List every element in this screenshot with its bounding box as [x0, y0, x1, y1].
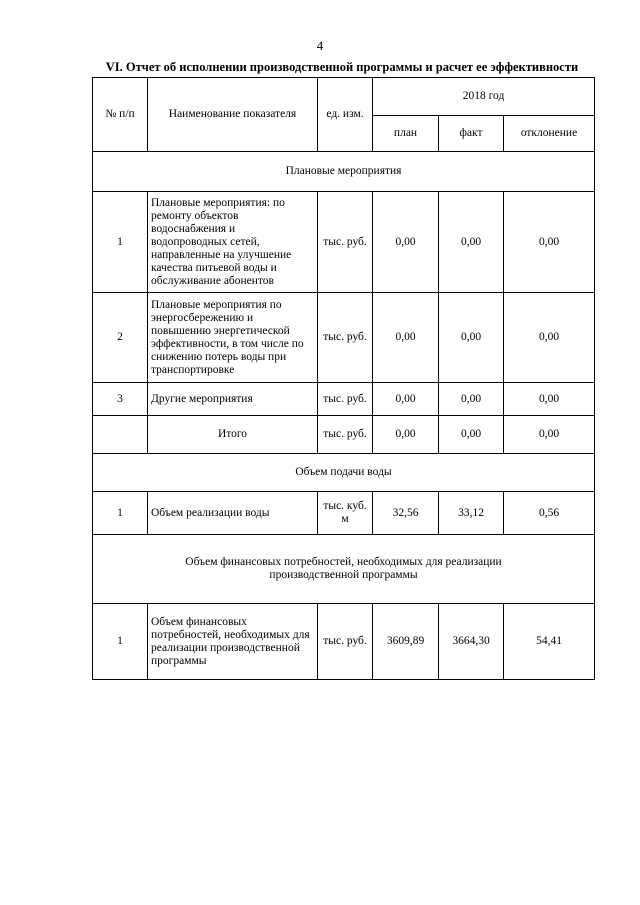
table-row: [93, 383, 595, 416]
section-row: [93, 454, 595, 492]
row-num: 2: [93, 293, 148, 383]
row-unit: тыс. руб.: [318, 293, 373, 383]
header-name: Наименование показателя: [148, 78, 318, 152]
total-name: Итого: [148, 416, 318, 454]
table-row: [93, 293, 595, 383]
section-title: Объем подачи воды: [93, 454, 595, 492]
report-title: VI. Отчет об исполнении производственной программы и расчет ее эффективности: [105, 60, 579, 74]
row-num: 1: [93, 492, 148, 535]
header-num: № п/п: [93, 78, 148, 152]
row-name: Объем реализации воды: [148, 492, 318, 535]
row-fact: 0,00: [439, 192, 504, 293]
total-fact: 0,00: [439, 416, 504, 454]
row-num: 1: [93, 192, 148, 293]
row-unit: тыс. руб.: [318, 383, 373, 416]
row-deviation: 54,41: [504, 604, 595, 680]
section-title: Объем финансовых потребностей, необходимых для реализации производственной программы: [93, 535, 595, 604]
row-name: Объем финансовых потребностей, необходимых для реализации производственной программы: [148, 604, 318, 680]
section-title: Плановые мероприятия: [93, 152, 595, 192]
row-plan: 0,00: [373, 293, 439, 383]
header-fact: факт: [439, 116, 504, 152]
table-row: [93, 192, 595, 293]
report-table: [92, 77, 595, 680]
total-deviation: 0,00: [504, 416, 595, 454]
section-row: [93, 152, 595, 192]
row-name: Плановые мероприятия по энергосбережению и повышению энергетической эффективности, в том числе по снижению потерь воды при транспортировке: [148, 293, 318, 383]
total-plan: 0,00: [373, 416, 439, 454]
header-row: [93, 78, 595, 116]
row-plan: 32,56: [373, 492, 439, 535]
row-plan: 3609,89: [373, 604, 439, 680]
row-fact: 0,00: [439, 383, 504, 416]
row-plan: 0,00: [373, 192, 439, 293]
total-row: [93, 416, 595, 454]
row-deviation: 0,56: [504, 492, 595, 535]
row-unit: тыс. руб.: [318, 604, 373, 680]
table-row: [93, 604, 595, 680]
row-plan: 0,00: [373, 383, 439, 416]
row-fact: 33,12: [439, 492, 504, 535]
row-deviation: 0,00: [504, 383, 595, 416]
row-name: Плановые мероприятия: по ремонту объектов водоснабжения и водопроводных сетей, направленные на улучшение качества питьевой воды и обслуживание абонентов: [148, 192, 318, 293]
row-num: 1: [93, 604, 148, 680]
row-num: 3: [93, 383, 148, 416]
total-num: [93, 416, 148, 454]
row-unit: тыс. руб.: [318, 192, 373, 293]
header-year: 2018 год: [373, 78, 595, 116]
page-number: 4: [316, 38, 324, 53]
row-deviation: 0,00: [504, 192, 595, 293]
total-unit: тыс. руб.: [318, 416, 373, 454]
header-plan: план: [373, 116, 439, 152]
row-name: Другие мероприятия: [148, 383, 318, 416]
table-row: [93, 492, 595, 535]
section-row: [93, 535, 595, 604]
row-unit: тыс. куб. м: [318, 492, 373, 535]
row-fact: 3664,30: [439, 604, 504, 680]
row-fact: 0,00: [439, 293, 504, 383]
header-deviation: отклонение: [504, 116, 595, 152]
row-deviation: 0,00: [504, 293, 595, 383]
header-unit: ед. изм.: [318, 78, 373, 152]
